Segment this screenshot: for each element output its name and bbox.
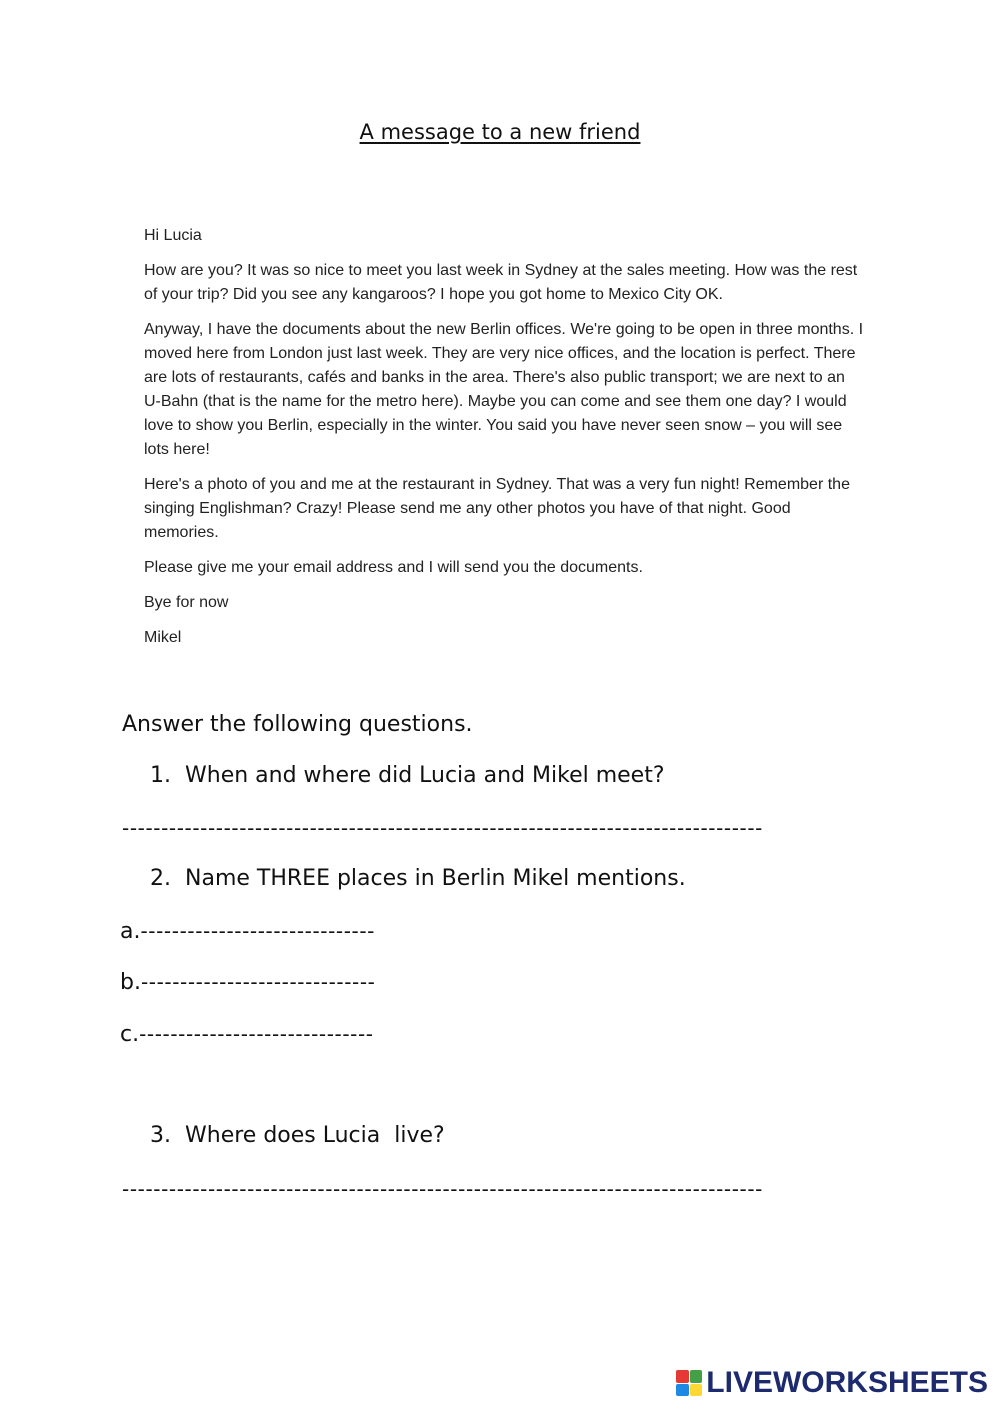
letter-greeting: Hi Lucia [144, 227, 202, 244]
answer-2b [120, 970, 375, 995]
question-1-text: When and where did Lucia and Mikel meet? [185, 763, 665, 788]
question-1-number: 1. [150, 763, 171, 788]
letter-signature: Mikel [144, 629, 182, 646]
question-2-text: Name THREE places in Berlin Mikel mentions. [185, 866, 686, 891]
instruction: Answer the following questions. [122, 712, 473, 737]
question-2-number: 2. [150, 866, 171, 891]
answer-2b-label: b. [120, 970, 141, 995]
letter-paragraph-2: Anyway, I have the documents about the new Berlin offices. We're going to be open in three months. I moved here from London just last week. They are very nice offices, and the location is perfect. There are lots of restaurants, cafés and banks in the area. There's also public transport; we are next to an U-Bahn (that is the name for the metro here). Maybe you can come and see them one day? I would love to show you Berlin, especially in the winter. You said you have never seen snow – you will see lots here! [144, 321, 864, 458]
page-title [0, 120, 1000, 144]
logo-square-4 [690, 1384, 703, 1397]
letter-paragraph-3: Here's a photo of you and me at the restaurant in Sydney. That was a very fun night! Remember the singing Englishman? Crazy! Please send me any other photos you have of that night. Good memories. [144, 476, 850, 541]
answer-2a-label: a. [120, 919, 141, 944]
question-3 [150, 1123, 445, 1148]
question-2 [150, 866, 686, 891]
question-3-number: 3. [150, 1123, 171, 1148]
answer-line-2a[interactable]: ------------------------------ [140, 919, 375, 943]
letter-paragraph-4: Please give me your email address and I will send you the documents. [144, 559, 643, 576]
letter [144, 224, 864, 661]
question-3-text: Where does Lucia live? [185, 1123, 445, 1148]
answer-line-2c[interactable]: ------------------------------ [139, 1022, 374, 1046]
answer-line-1[interactable]: ---------------------------------------------------------------------------------- [122, 816, 763, 840]
title-text: A message to a new friend [359, 120, 641, 144]
logo-square-2 [690, 1370, 703, 1383]
answer-line-2b[interactable]: ------------------------------ [140, 970, 376, 994]
answer-line-3[interactable]: ---------------------------------------------------------------------------------- [122, 1177, 763, 1201]
logo-square-3 [676, 1384, 689, 1397]
liveworksheets-icon [676, 1370, 702, 1396]
letter-closing: Bye for now [144, 594, 229, 611]
answer-2a [120, 919, 375, 944]
logo-square-1 [676, 1370, 689, 1383]
brand-name: LIVEWORKSHEETS [706, 1366, 988, 1399]
answer-2c-label: c. [120, 1022, 140, 1047]
liveworksheets-logo [676, 1366, 988, 1400]
question-1 [150, 763, 665, 788]
answer-2c [120, 1022, 374, 1047]
letter-paragraph-1: How are you? It was so nice to meet you last week in Sydney at the sales meeting. How was the rest of your trip? Did you see any kangaroos? I hope you got home to Mexico City OK. [144, 262, 858, 303]
